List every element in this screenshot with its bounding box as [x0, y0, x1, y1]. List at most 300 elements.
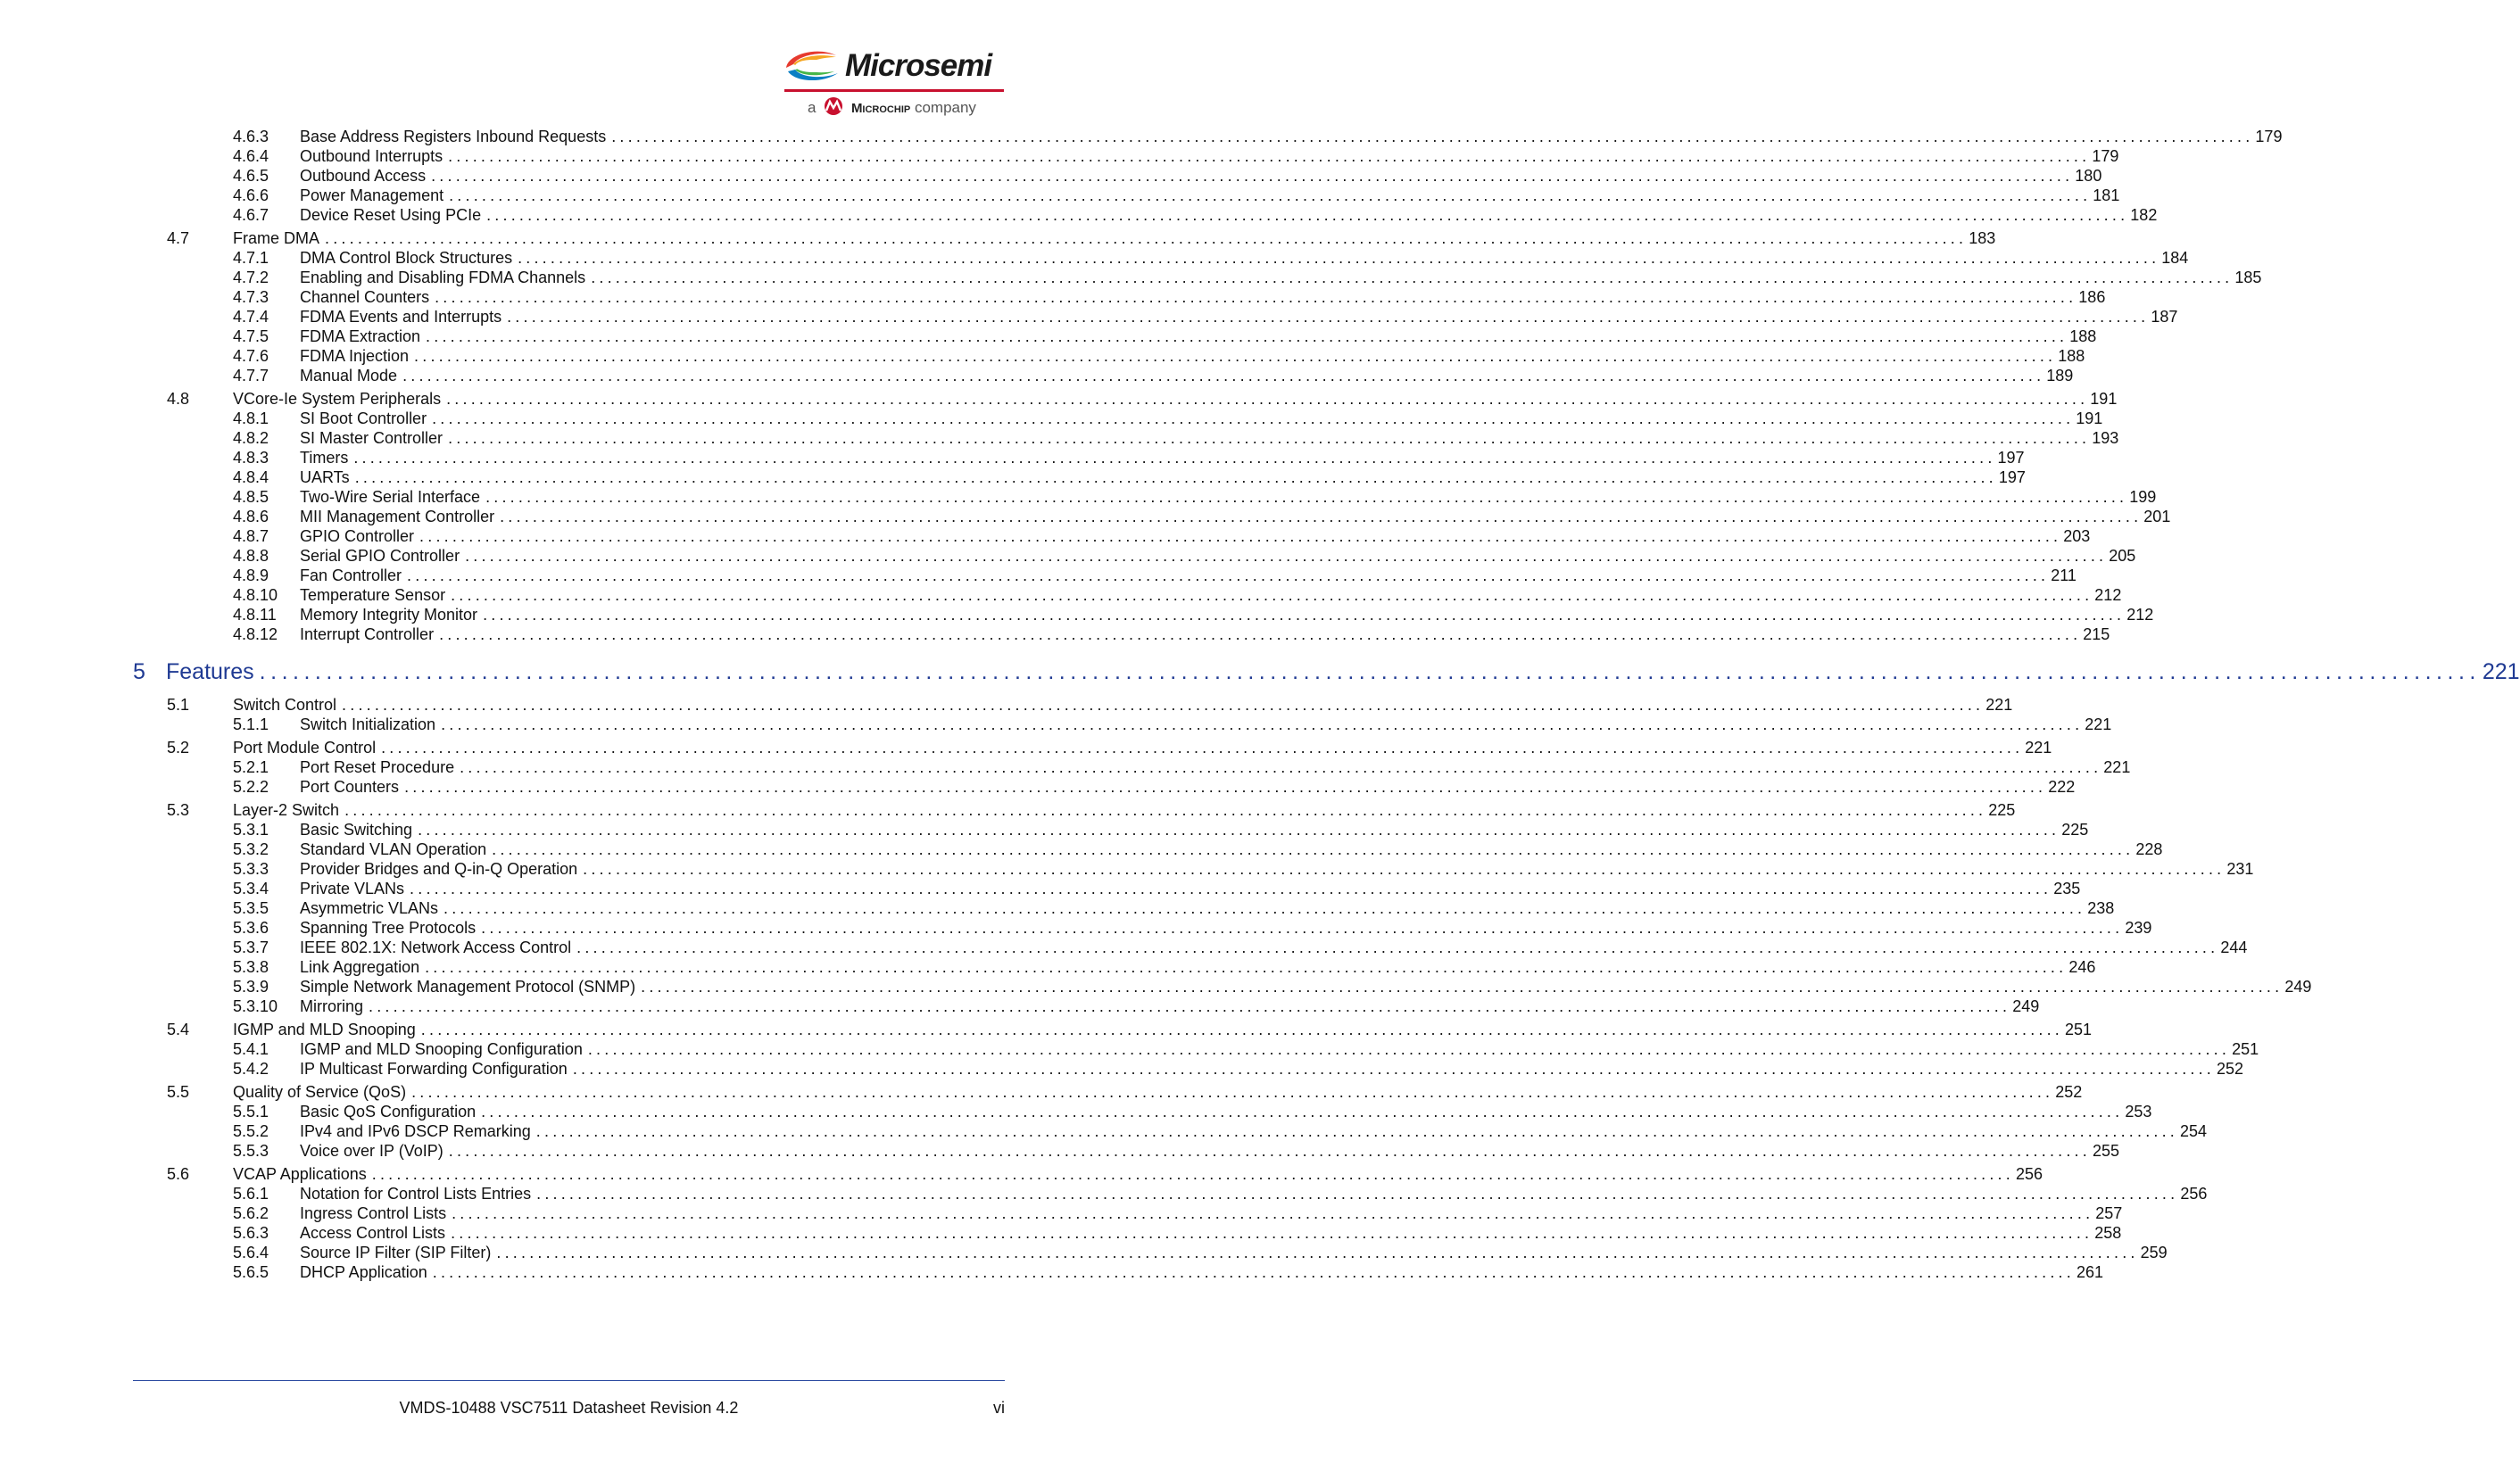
toc-entry-page: 252 [2217, 1060, 2244, 1078]
toc-entry[interactable] [0, 938, 2248, 957]
toc-entry-title: Port Reset Procedure [300, 758, 455, 776]
dot-leader: ........................................................................................................................................................................................................ [410, 880, 2052, 897]
dot-leader: ........................................................................................................................................................................................................ [448, 147, 2091, 165]
toc-entry[interactable] [0, 1184, 2208, 1203]
toc-entry-leader [300, 186, 2120, 205]
dot-leader: ........................................................................................................................................................................................................ [418, 821, 2060, 839]
footer-document-title: VMDS-10488 VSC7511 Datasheet Revision 4.2 [399, 1399, 739, 1417]
toc-entry-title: Device Reset Using PCIe [300, 206, 482, 224]
toc-entry-number: 4.6.7 [233, 206, 269, 224]
toc-entry-leader [300, 127, 2283, 146]
dot-leader: ........................................................................................................................................................................................................ [432, 409, 2075, 427]
toc-entry-page: 212 [2094, 586, 2122, 604]
toc-entry-number: 4.6.5 [233, 167, 269, 185]
dot-leader: ........................................................................................................................................................................................................ [354, 468, 1997, 486]
toc-entry-title: Outbound Interrupts [300, 147, 443, 165]
toc-entry-page: 249 [2012, 997, 2040, 1015]
toc-entry-number: 5.4.2 [233, 1060, 269, 1078]
toc-entry-title: Features [166, 659, 254, 684]
toc-entry-page: 253 [2125, 1103, 2152, 1121]
toc-entry-page: 205 [2109, 547, 2136, 565]
microsemi-swirl-icon [783, 46, 843, 87]
logo-divider [784, 89, 1004, 92]
toc-entry-title: IGMP and MLD Snooping [233, 1021, 416, 1038]
toc-entry[interactable] [0, 1102, 2152, 1121]
toc-entry-title: UARTs [300, 468, 350, 486]
toc-entry-number: 5.6.3 [233, 1224, 269, 1242]
dot-leader: ........................................................................................................................................................................................................ [404, 778, 2047, 796]
toc-entry-title: Switch Control [233, 696, 337, 714]
toc-entry[interactable] [0, 448, 2025, 467]
toc-entry-number: 5.3.8 [233, 958, 269, 976]
toc-entry-title: SI Boot Controller [300, 409, 427, 427]
dot-leader: ........................................................................................................................................................................................................ [407, 566, 2050, 584]
toc-entry[interactable] [0, 1141, 2120, 1161]
toc-entry[interactable] [0, 820, 2089, 839]
toc-entry-page: 256 [2015, 1165, 2043, 1183]
toc-entry-title: Base Address Registers Inbound Requests [300, 128, 607, 145]
toc-entry[interactable] [0, 777, 2076, 797]
toc-entry[interactable] [0, 1164, 2043, 1184]
microsemi-logo [783, 46, 1006, 127]
toc-entry-title: Source IP Filter (SIP Filter) [300, 1244, 492, 1261]
toc-entry-leader [233, 1082, 2083, 1102]
toc-entry-page: 215 [2083, 625, 2110, 643]
toc-entry-title: IEEE 802.1X: Network Access Control [300, 939, 572, 956]
toc-entry[interactable] [0, 1121, 2208, 1141]
toc-entry[interactable] [0, 566, 2077, 585]
dot-leader: ........................................................................................................................................................................................................ [536, 1185, 2179, 1203]
toc-entry-number: 5.3.6 [233, 919, 269, 937]
footer-divider [133, 1380, 1005, 1381]
dot-leader: ........................................................................................................................................................................................................ [353, 449, 1996, 467]
toc-entry-leader [300, 1184, 2208, 1203]
toc-entry-title: Link Aggregation [300, 958, 420, 976]
toc-entry-number: 5.3.5 [233, 899, 269, 917]
toc-entry-title: Outbound Access [300, 167, 427, 185]
toc-entry[interactable] [0, 1082, 2083, 1102]
toc-entry[interactable] [0, 248, 2189, 268]
dot-leader: ........................................................................................................................................................................................................ [483, 606, 2126, 624]
toc-entry[interactable] [0, 800, 2016, 820]
toc-entry-title: Port Module Control [233, 739, 377, 757]
toc-entry-leader [300, 248, 2189, 268]
toc-entry-page: 197 [1997, 449, 2025, 467]
dot-leader: ........................................................................................................................................................................................................ [465, 547, 2108, 565]
toc-entry[interactable] [0, 166, 2102, 186]
toc-entry-leader [300, 1203, 2123, 1223]
toc-entry[interactable] [0, 605, 2154, 624]
tagline-brand: Microchip [850, 101, 911, 116]
toc-entry[interactable] [0, 918, 2152, 938]
toc-entry-page: 221 [2103, 758, 2131, 776]
toc-entry[interactable] [0, 228, 1996, 248]
toc-entry[interactable] [0, 859, 2254, 879]
toc-entry-leader [300, 467, 2026, 487]
toc-entry-page: 259 [2140, 1244, 2168, 1261]
toc-entry-page: 186 [2078, 288, 2106, 306]
dot-leader: ........................................................................................................................................................................................................ [451, 1224, 2093, 1242]
toc-entry-leader [300, 507, 2171, 526]
dot-leader: ........................................................................................................................................................................................................ [381, 739, 2024, 757]
toc-entry[interactable] [0, 996, 2040, 1016]
toc-entry[interactable] [0, 1223, 2122, 1243]
toc-entry-leader [300, 898, 2115, 918]
toc-entry-title: Asymmetric VLANs [300, 899, 439, 917]
toc-entry-page: 254 [2180, 1122, 2208, 1140]
toc-entry-leader [300, 624, 2110, 644]
dot-leader: ........................................................................................................................................................................................................ [425, 958, 2068, 976]
toc-entry-title: FDMA Injection [300, 347, 410, 365]
toc-entry-page: 203 [2063, 527, 2091, 545]
toc-entry[interactable] [0, 715, 2112, 734]
toc-entry-number: 5.5.1 [233, 1103, 269, 1121]
toc-entry-leader [300, 366, 2074, 385]
toc-entry-title: DHCP Application [300, 1263, 427, 1281]
logo-tagline [808, 97, 976, 115]
dot-leader: ........................................................................................................................................................................................................ [325, 229, 1968, 247]
toc-entry-number: 4.8.9 [233, 566, 269, 584]
toc-entry-page: 258 [2094, 1224, 2122, 1242]
dot-leader: ........................................................................................................................................................................................................ [342, 696, 1985, 714]
toc-entry-number: 4.8.7 [233, 527, 269, 545]
toc-entry[interactable] [0, 146, 2119, 166]
dot-leader: ........................................................................................................................................................................................................ [591, 269, 2234, 286]
toc-entry-page: 199 [2129, 488, 2157, 506]
toc-entry-title: Temperature Sensor [300, 586, 446, 604]
toc-entry-number: 5.3.1 [233, 821, 269, 839]
toc-entry-title: IP Multicast Forwarding Configuration [300, 1060, 568, 1078]
toc-entry-title: Mirroring [300, 997, 364, 1015]
toc-entry-title: Fan Controller [300, 566, 402, 584]
dot-leader: ........................................................................................................................................................................................................ [507, 308, 2150, 326]
toc-entry-page: 212 [2126, 606, 2154, 624]
toc-entry-leader [233, 389, 2118, 409]
toc-entry[interactable] [0, 507, 2171, 526]
toc-entry-title: Simple Network Management Protocol (SNMP) [300, 978, 636, 996]
toc-entry-page: 249 [2284, 978, 2312, 996]
toc-entry-leader [300, 268, 2262, 287]
toc-entry-page: 255 [2092, 1142, 2120, 1160]
toc-entry-leader [300, 1223, 2122, 1243]
toc-entry-page: 211 [2051, 566, 2077, 584]
toc-entry-number: 4.7.5 [233, 327, 269, 345]
toc-entry-number: 4.8.4 [233, 468, 269, 486]
dot-leader: ........................................................................................................................................................................................................ [500, 508, 2143, 525]
toc-entry-leader [300, 346, 2085, 366]
dot-leader: ........................................................................................................................................................................................................ [432, 1263, 2075, 1281]
toc-entry-number: 5.2 [167, 739, 190, 757]
toc-entry-number: 5.1.1 [233, 715, 269, 733]
tagline-prefix: a [808, 99, 817, 116]
dot-leader: ........................................................................................................................................................................................................ [402, 367, 2045, 385]
dot-leader: ........................................................................................................................................................................................................ [259, 659, 2481, 684]
toc-entry-page: 235 [2053, 880, 2081, 897]
toc-entry-number: 4.8.3 [233, 449, 269, 467]
toc-entry-number: 4.8.6 [233, 508, 269, 525]
toc-entry-page: 183 [1969, 229, 1996, 247]
toc-entry-title: Two-Wire Serial Interface [300, 488, 481, 506]
toc-entry-page: 182 [2130, 206, 2158, 224]
dot-leader: ........................................................................................................................................................................................................ [411, 1083, 2054, 1101]
toc-entry-page: 225 [1988, 801, 2016, 819]
toc-entry-page: 187 [2151, 308, 2178, 326]
toc-entry-title: Basic Switching [300, 821, 413, 839]
toc-entry-number: 4.7.2 [233, 269, 269, 286]
toc-entry-title: Manual Mode [300, 367, 398, 385]
toc-entry-title: Switch Initialization [300, 715, 436, 733]
toc-entry-title: Standard VLAN Operation [300, 840, 487, 858]
toc-entry-title: Enabling and Disabling FDMA Channels [300, 269, 586, 286]
toc-entry-title: FDMA Events and Interrupts [300, 308, 502, 326]
toc-entry-page: 221 [2482, 659, 2520, 684]
toc-entry-title: Layer-2 Switch [233, 801, 340, 819]
toc-entry[interactable] [0, 1262, 2103, 1282]
toc-entry-number: 4.6.3 [233, 128, 269, 145]
toc-entry-leader [300, 205, 2158, 225]
toc-entry-page: 257 [2095, 1204, 2123, 1222]
dot-leader: ........................................................................................................................................................................................................ [576, 939, 2219, 956]
toc-entry-page: 184 [2161, 249, 2189, 267]
dot-leader: ........................................................................................................................................................................................................ [641, 978, 2284, 996]
toc-entry-leader [300, 820, 2089, 839]
dot-leader: ........................................................................................................................................................................................................ [426, 327, 2068, 345]
toc-entry-leader [300, 1102, 2152, 1121]
toc-entry-leader [300, 409, 2103, 428]
toc-entry-page: 251 [2065, 1021, 2093, 1038]
toc-entry-leader [300, 1243, 2168, 1262]
dot-leader: ........................................................................................................................................................................................................ [431, 167, 2074, 185]
dot-leader: ........................................................................................................................................................................................................ [449, 186, 2092, 204]
toc-entry-leader [233, 695, 2013, 715]
toc-entry-title: SI Master Controller [300, 429, 443, 447]
toc-entry-leader [300, 546, 2136, 566]
toc-entry-number: 5.2.2 [233, 778, 269, 796]
tagline-suffix: company [914, 99, 976, 116]
toc-entry-number: 4.7.1 [233, 249, 269, 267]
toc-entry-number: 5.3.2 [233, 840, 269, 858]
toc-entry-title: Voice over IP (VoIP) [300, 1142, 443, 1160]
toc-entry-number: 4.8.8 [233, 547, 269, 565]
toc-entry-page: 185 [2234, 269, 2262, 286]
dot-leader: ........................................................................................................................................................................................................ [448, 429, 2091, 447]
toc-entry-page: 231 [2226, 860, 2254, 878]
toc-entry-number: 5.2.1 [233, 758, 269, 776]
toc-entry-leader [300, 166, 2102, 186]
toc-entry-leader [300, 585, 2122, 605]
toc-entry[interactable] [0, 287, 2106, 307]
toc-entry[interactable] [0, 428, 2119, 448]
toc-entry-title: Serial GPIO Controller [300, 547, 460, 565]
toc-entry-number: 4.8.1 [233, 409, 269, 427]
dot-leader: ........................................................................................................................................................................................................ [439, 625, 2082, 643]
toc-entry-page: 221 [2025, 739, 2052, 757]
toc-entry[interactable] [0, 186, 2120, 205]
toc-entry-page: 197 [1998, 468, 2026, 486]
dot-leader: ........................................................................................................................................................................................................ [583, 860, 2226, 878]
toc-entry-title: Ingress Control Lists [300, 1204, 447, 1222]
toc-entry-number: 5.3.10 [233, 997, 278, 1015]
toc-entry[interactable] [0, 1059, 2244, 1079]
toc-entry[interactable] [0, 738, 2052, 757]
toc-entry-leader [300, 777, 2076, 797]
toc-entry-number: 5.3.9 [233, 978, 269, 996]
dot-leader: ........................................................................................................................................................................................................ [486, 206, 2129, 224]
toc-entry-number: 5.1 [167, 696, 190, 714]
dot-leader: ........................................................................................................................................................................................................ [452, 1204, 2094, 1222]
dot-leader: ........................................................................................................................................................................................................ [492, 840, 2135, 858]
toc-entry-number: 5.3.3 [233, 860, 269, 878]
toc-entry-number: 5.3.7 [233, 939, 269, 956]
toc-entry-leader [300, 605, 2154, 624]
toc-entry[interactable] [0, 624, 2110, 644]
toc-entry-page: 191 [2076, 409, 2103, 427]
toc-entry-number: 5.6.5 [233, 1263, 269, 1281]
toc-entry[interactable] [0, 389, 2118, 409]
toc-entry-page: 228 [2135, 840, 2163, 858]
toc-entry-number: 4.6.4 [233, 147, 269, 165]
toc-entry[interactable] [0, 127, 2283, 146]
toc-entry-leader [233, 1164, 2043, 1184]
dot-leader: ........................................................................................................................................................................................................ [535, 1122, 2178, 1140]
toc-entry-title: VCore-Ie System Peripherals [233, 390, 442, 408]
toc-entry[interactable] [0, 1203, 2123, 1223]
toc-entry-number: 5.3.4 [233, 880, 269, 897]
toc-entry-leader [300, 957, 2096, 977]
dot-leader: ........................................................................................................................................................................................................ [420, 1021, 2063, 1038]
toc-entry[interactable] [0, 205, 2158, 225]
toc-entry-leader [300, 1262, 2103, 1282]
toc-entry-leader [300, 146, 2119, 166]
toc-entry[interactable] [0, 957, 2096, 977]
toc-entry-page: 238 [2087, 899, 2115, 917]
dot-leader: ........................................................................................................................................................................................................ [441, 715, 2084, 733]
toc-entry-page: 193 [2092, 429, 2119, 447]
toc-entry-number: 4.7.7 [233, 367, 269, 385]
toc-entry[interactable] [0, 1039, 2259, 1059]
toc-entry[interactable] [0, 546, 2136, 566]
toc-entry-number: 5.6.2 [233, 1204, 269, 1222]
dot-leader: ........................................................................................................................................................................................................ [443, 899, 2086, 917]
dot-leader: ........................................................................................................................................................................................................ [518, 249, 2160, 267]
toc-entry-page: 252 [2055, 1083, 2083, 1101]
toc-entry-leader [233, 228, 1996, 248]
toc-entry-number: 5.4.1 [233, 1040, 269, 1058]
toc-entry-leader [300, 287, 2106, 307]
dot-leader: ........................................................................................................................................................................................................ [419, 527, 2062, 545]
toc-entry-leader [300, 859, 2254, 879]
toc-entry-leader [300, 1039, 2259, 1059]
toc-entry-page: 179 [2092, 147, 2119, 165]
toc-entry-number: 4.7.6 [233, 347, 269, 365]
toc-entry-title: IPv4 and IPv6 DSCP Remarking [300, 1122, 531, 1140]
toc-entry[interactable] [0, 1243, 2168, 1262]
toc-entry[interactable] [0, 585, 2122, 605]
toc-entry-page: 221 [2085, 715, 2112, 733]
toc-entry[interactable] [0, 346, 2085, 366]
toc-entry-number: 4.7 [167, 229, 190, 247]
toc-entry-number: 4.6.6 [233, 186, 269, 204]
toc-entry[interactable] [0, 977, 2312, 996]
toc-entry-title: IGMP and MLD Snooping Configuration [300, 1040, 583, 1058]
toc-entry-leader [233, 800, 2016, 820]
dot-leader: ........................................................................................................................................................................................................ [414, 347, 2057, 365]
dot-leader: ........................................................................................................................................................................................................ [496, 1244, 2139, 1261]
toc-entry-title: Basic QoS Configuration [300, 1103, 477, 1121]
toc-entry[interactable] [0, 658, 2520, 685]
toc-entry-page: 180 [2075, 167, 2102, 185]
toc-entry-number: 5.5.3 [233, 1142, 269, 1160]
toc-entry-title: VCAP Applications [233, 1165, 367, 1183]
toc-entry[interactable] [0, 526, 2091, 546]
toc-entry-title: Power Management [300, 186, 444, 204]
dot-leader: ........................................................................................................................................................................................................ [485, 488, 2128, 506]
toc-entry[interactable] [0, 487, 2157, 507]
toc-entry-page: 188 [2069, 327, 2097, 345]
toc-entry-number: 5.6 [167, 1165, 190, 1183]
toc-entry-number: 4.8.2 [233, 429, 269, 447]
toc-entry[interactable] [0, 409, 2103, 428]
toc-entry-title: Private VLANs [300, 880, 405, 897]
toc-entry-title: Memory Integrity Monitor [300, 606, 478, 624]
toc-entry[interactable] [0, 757, 2131, 777]
toc-entry-page: 261 [2076, 1263, 2103, 1281]
toc-entry-leader [300, 566, 2077, 585]
toc-entry-leader [300, 448, 2025, 467]
dot-leader: ........................................................................................................................................................................................................ [460, 758, 2102, 776]
toc-entry-leader [166, 658, 2520, 685]
toc-entry[interactable] [0, 695, 2013, 715]
toc-entry-page: 201 [2143, 508, 2171, 525]
dot-leader: ........................................................................................................................................................................................................ [451, 586, 2093, 604]
toc-entry-title: Interrupt Controller [300, 625, 435, 643]
toc-entry[interactable] [0, 327, 2097, 346]
toc-entry-number: 4.8.11 [233, 606, 277, 624]
toc-entry-leader [300, 1121, 2208, 1141]
toc-entry-page: 221 [1985, 696, 2013, 714]
toc-entry[interactable] [0, 839, 2163, 859]
toc-entry-leader [300, 327, 2097, 346]
toc-entry-leader [300, 526, 2091, 546]
toc-entry-title: Access Control Lists [300, 1224, 446, 1242]
toc-entry-number: 4.8.10 [233, 586, 278, 604]
toc-entry-number: 4.7.4 [233, 308, 269, 326]
toc-entry-page: 189 [2046, 367, 2074, 385]
toc-entry-leader [233, 738, 2052, 757]
toc-entry-page: 191 [2090, 390, 2118, 408]
toc-entry-leader [300, 1059, 2244, 1079]
dot-leader: ........................................................................................................................................................................................................ [446, 390, 2089, 408]
toc-entry-leader [300, 996, 2040, 1016]
toc-entry-number: 4.8.5 [233, 488, 269, 506]
toc-entry[interactable] [0, 898, 2115, 918]
dot-leader: ........................................................................................................................................................................................................ [481, 919, 2124, 937]
toc-entry-leader [300, 487, 2157, 507]
toc-entry[interactable] [0, 307, 2178, 327]
toc-entry[interactable] [0, 1020, 2093, 1039]
toc-entry[interactable] [0, 366, 2074, 385]
toc-entry[interactable] [0, 467, 2026, 487]
toc-entry-title: MII Management Controller [300, 508, 495, 525]
dot-leader: ........................................................................................................................................................................................................ [369, 997, 2011, 1015]
toc-entry-page: 179 [2255, 128, 2283, 145]
toc-entry-title: Notation for Control Lists Entries [300, 1185, 532, 1203]
toc-entry-number: 5 [133, 659, 145, 684]
toc-entry[interactable] [0, 879, 2081, 898]
toc-entry-leader [300, 307, 2178, 327]
dot-leader: ........................................................................................................................................................................................................ [572, 1060, 2216, 1078]
toc-entry[interactable] [0, 268, 2262, 287]
